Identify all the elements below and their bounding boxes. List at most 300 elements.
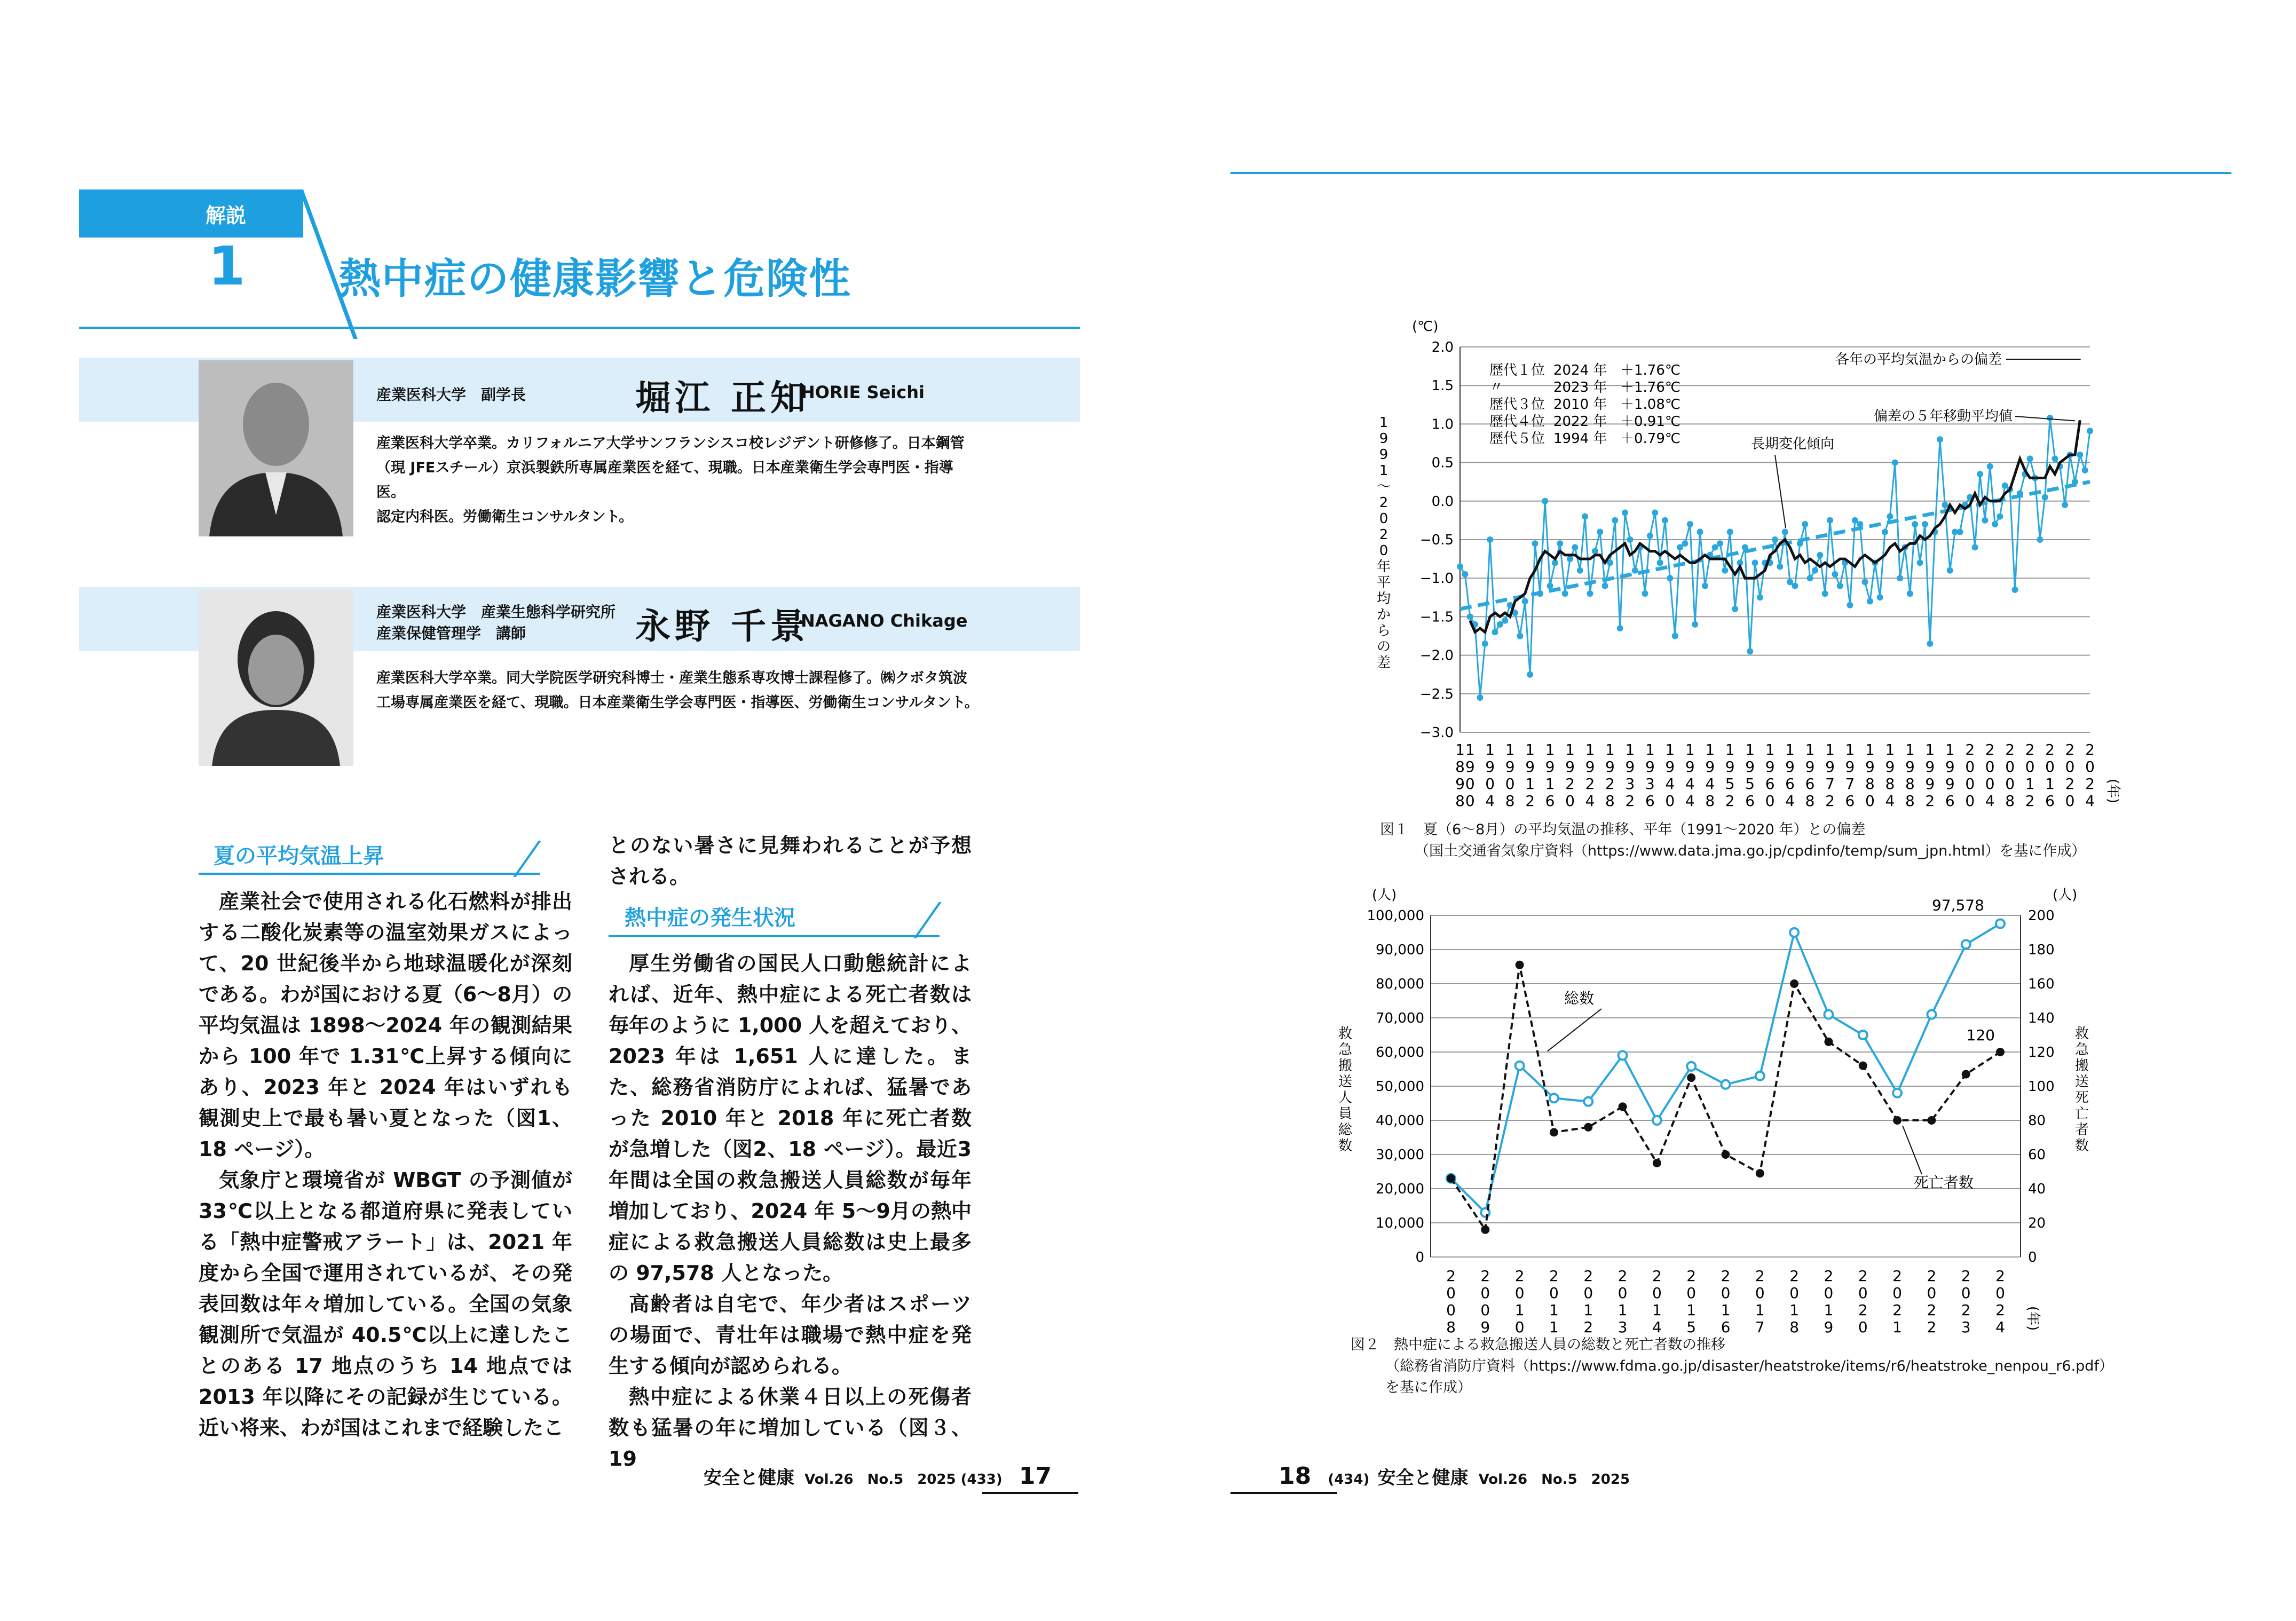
fig2-ytick-left: 100,000 bbox=[1367, 908, 1424, 924]
fig1-annual-point bbox=[2072, 479, 2078, 485]
header-tag-band bbox=[79, 189, 303, 238]
fig2-xtick-digit: 1 bbox=[1824, 1301, 1834, 1319]
fig2-xtick-digit: 2 bbox=[1858, 1267, 1868, 1285]
fig1-xtick-digit: 8 bbox=[1505, 792, 1515, 810]
fig1-annual-point bbox=[1532, 540, 1538, 547]
fig1-annual-point bbox=[1812, 567, 1818, 574]
fig1-xtick-digit: 1 bbox=[1465, 741, 1475, 758]
fig2-xtick-digit: 0 bbox=[1583, 1284, 1593, 1302]
fig1-annual-point bbox=[1917, 559, 1923, 566]
fig1-annual-point bbox=[1937, 436, 1943, 442]
fig2-total-series-label: 総数 bbox=[1564, 990, 1595, 1007]
fig1-annual-point bbox=[1477, 694, 1483, 701]
fig1-xtick-digit: 8 bbox=[1865, 775, 1875, 793]
section1-paragraph-2b: とのない暑さに見舞われることが予想される。 bbox=[609, 834, 972, 888]
section2-rule bbox=[609, 935, 940, 937]
fig1-annot-trend: 長期変化傾向 bbox=[1751, 436, 1835, 452]
fig1-annual-point bbox=[2047, 415, 2053, 421]
fig1-xtick-digit: 9 bbox=[1455, 775, 1465, 793]
fig1-rank-label: 〃 bbox=[1489, 379, 1504, 396]
fig1-annual-point bbox=[1867, 598, 1873, 605]
fig1-ylabel-char: 2 bbox=[1379, 527, 1388, 543]
fig1-xtick-digit: 0 bbox=[2065, 792, 2075, 810]
fig2-xtick-digit: 0 bbox=[1961, 1284, 1971, 1302]
fig1-ylabel-char: ～ bbox=[1376, 479, 1391, 495]
fig2-ytick-right: 180 bbox=[2028, 942, 2055, 958]
fig1-annual-point bbox=[1857, 521, 1863, 527]
fig2-total-point bbox=[1962, 940, 1970, 948]
fig2-xtick-digit: 1 bbox=[1549, 1301, 1559, 1319]
fig2-ytick-left: 30,000 bbox=[1376, 1147, 1424, 1163]
fig1-annual-point bbox=[1542, 498, 1548, 504]
fig1-ytick: −2.5 bbox=[1419, 686, 1454, 702]
fig1-xtick-digit: 0 bbox=[1965, 758, 1975, 776]
fig2-ylabel-left-char: 数 bbox=[1338, 1138, 1353, 1154]
fig2-xtick-digit: 4 bbox=[1652, 1318, 1662, 1336]
fig2-xtick-digit: 7 bbox=[1755, 1318, 1765, 1336]
fig1-annual-point bbox=[2062, 502, 2068, 508]
fig1-xtick-digit: 8 bbox=[1455, 758, 1465, 776]
fig1-xtick-digit: 1 bbox=[1765, 741, 1775, 758]
fig1-ylabel-char: 2 bbox=[1379, 495, 1388, 511]
fig2-xtick-digit: 2 bbox=[1961, 1301, 1971, 1319]
fig1-annual-point bbox=[1732, 606, 1738, 612]
fig1-xtick-digit: 2 bbox=[1605, 775, 1615, 793]
fig1-annual-point bbox=[1622, 509, 1628, 516]
fig1-xtick-digit: 0 bbox=[1465, 775, 1475, 793]
fig2-ytick-left: 40,000 bbox=[1376, 1113, 1424, 1129]
fig2-death-point bbox=[1619, 1102, 1627, 1111]
fig2-xtick-digit: 0 bbox=[1892, 1284, 1902, 1302]
fig1-annual-point bbox=[1647, 533, 1653, 539]
fig1-annual-point bbox=[1582, 513, 1588, 520]
fig2-total-point bbox=[1824, 1010, 1833, 1019]
author2-roman: NAGANO Chikage bbox=[801, 611, 968, 631]
fig1-annual-point bbox=[1567, 556, 1573, 562]
author2-bio: 産業医科大学卒業。同大学院医学研究科博士・産業生態系専攻博士課程修了。㈱クボタ筑波 工場専属産業医を経て、現職。日本産業衛生学会専門医・指導医、労働衛生コンサルタント。 bbox=[376, 670, 979, 711]
fig1-annual-point bbox=[1987, 463, 1993, 470]
fig2-left-unit: (人) bbox=[1372, 887, 1397, 903]
author1-name: 堀江 正知 bbox=[635, 377, 810, 418]
fig1-annual-point bbox=[2042, 494, 2048, 501]
fig2-xtick-digit: 1 bbox=[1652, 1301, 1662, 1319]
fig2-ylabel-left-char: 員 bbox=[1338, 1106, 1353, 1122]
fig1-xtick-digit: 1 bbox=[1625, 741, 1635, 758]
fig2-xtick-digit: 0 bbox=[1824, 1284, 1834, 1302]
fig2-ylabel-right-char: 急 bbox=[2074, 1042, 2089, 1058]
fig1-annual-point bbox=[1877, 594, 1883, 600]
fig1-xtick-digit: 6 bbox=[1765, 775, 1775, 793]
fig1-xtick-digit: 9 bbox=[1525, 758, 1535, 776]
fig2-ytick-left: 60,000 bbox=[1376, 1045, 1424, 1061]
fig2-xtick-digit: 0 bbox=[1927, 1284, 1937, 1302]
fig1-xtick-digit: 1 bbox=[1925, 741, 1935, 758]
fig1-annual-point bbox=[1882, 529, 1888, 535]
author1-bio: 産業医科大学卒業。カリフォルニア大学サンフランシスコ校レジデント研修修了。日本鋼管 （現 JFEスチール）京浜製鉄所専属産業医を経て、現職。日本産業衛生学会専門医・指導医。 認定内科医。労働衛生コンサルタント。 bbox=[376, 435, 965, 525]
fig1-xtick-digit: 3 bbox=[1625, 775, 1635, 793]
section2-heading: 熱中症の発生状況 bbox=[625, 906, 795, 930]
fig2-death-point bbox=[1722, 1150, 1730, 1159]
fig1-annual-point bbox=[1687, 521, 1693, 527]
fig1-annual-point bbox=[1692, 621, 1698, 628]
fig2-xtick-digit: 0 bbox=[1549, 1284, 1559, 1302]
fig1-xtick-digit: 2 bbox=[1525, 792, 1535, 810]
fig1-annual-point bbox=[2017, 490, 2023, 496]
fig2-xtick-digit: 1 bbox=[1618, 1301, 1628, 1319]
fig2-ylabel-right-char: 数 bbox=[2074, 1138, 2089, 1154]
fig2-death-point bbox=[1653, 1159, 1661, 1167]
fig1-rank-value: ＋1.08℃ bbox=[1620, 397, 1681, 413]
fig2-xtick-digit: 2 bbox=[1961, 1267, 1971, 1285]
fig1-xtick-digit: 2 bbox=[2085, 741, 2095, 758]
fig1-ylabel-char: 均 bbox=[1376, 591, 1391, 607]
fig1-annual-point bbox=[1727, 529, 1733, 535]
fig1-annual-point bbox=[1792, 583, 1798, 589]
section2-paragraph-3: 熱中症による休業４日以上の死傷者数も猛暑の年に増加している（図３、19 bbox=[609, 1385, 972, 1470]
fig1-annual-point bbox=[1632, 567, 1638, 574]
fig1-xtick-digit: 4 bbox=[1585, 792, 1595, 810]
fig2-total-point bbox=[1790, 928, 1798, 937]
fig2-ytick-right: 140 bbox=[2028, 1010, 2055, 1026]
fig2-death-point bbox=[1824, 1038, 1833, 1046]
fig1-annual-point bbox=[1627, 536, 1633, 543]
fig1-xtick-digit: 1 bbox=[2025, 775, 2035, 793]
footer-left bbox=[704, 1462, 1052, 1490]
fig1-xtick-digit: 9 bbox=[1685, 758, 1695, 776]
fig2-xtick-digit: 2 bbox=[1549, 1267, 1559, 1285]
figure2-caption: 熱中症による救急搬送人員の総数と死亡者数の推移 bbox=[1394, 1337, 1725, 1353]
fig1-xtick-digit: 2 bbox=[2065, 741, 2075, 758]
fig1-xtick-digit: 9 bbox=[1905, 758, 1915, 776]
figure2-caption-block bbox=[1351, 1334, 2113, 1398]
fig1-xtick-digit: 1 bbox=[1455, 741, 1465, 758]
header-tag: 解説 bbox=[206, 204, 247, 227]
fig1-xtick-digit: 0 bbox=[1665, 792, 1675, 810]
fig1-annual-point bbox=[1587, 590, 1593, 597]
fig2-ytick-right: 0 bbox=[2028, 1250, 2037, 1266]
fig1-xtick-digit: 8 bbox=[1805, 792, 1815, 810]
figure1-caption-block bbox=[1380, 819, 2086, 862]
fig1-xtick-digit: 8 bbox=[2005, 792, 2015, 810]
header-rule bbox=[79, 327, 1080, 329]
column-2 bbox=[609, 830, 972, 892]
author1-portrait-icon bbox=[199, 360, 353, 536]
fig1-xtick-digit: 0 bbox=[1505, 775, 1515, 793]
fig2-total-point bbox=[1619, 1051, 1627, 1059]
fig1-xtick-digit: 4 bbox=[1685, 775, 1695, 793]
fig1-annual-point bbox=[1657, 559, 1663, 566]
fig1-ylabel-char: 差 bbox=[1376, 655, 1391, 671]
fig1-annual-point bbox=[2052, 455, 2058, 462]
fig1-ylabel-char: 0 bbox=[1379, 511, 1388, 527]
fig1-xtick-digit: 6 bbox=[1845, 792, 1855, 810]
fig2-total-label-arrow bbox=[1548, 1009, 1601, 1051]
fig2-total-point bbox=[1893, 1089, 1902, 1097]
fig2-xtick-digit: 2 bbox=[1995, 1267, 2005, 1285]
fig1-xtick-digit: 0 bbox=[2005, 758, 2015, 776]
fig1-ytick: 1.5 bbox=[1431, 378, 1454, 394]
fig1-xunit: (年) bbox=[2105, 778, 2121, 804]
fig1-xtick-digit: 9 bbox=[1765, 758, 1775, 776]
fig1-xtick-digit: 4 bbox=[1785, 792, 1795, 810]
fig1-annot-annual: 各年の平均気温からの偏差 bbox=[1835, 352, 2002, 368]
footer-left-issue: Vol.26 No.5 2025 (433) bbox=[804, 1472, 1003, 1488]
fig1-annual-point bbox=[1862, 579, 1868, 585]
fig1-annual-point bbox=[1602, 583, 1608, 589]
section1-paragraph-1: 産業社会で使用される化石燃料が排出する二酸化炭素等の温室効果ガスによって、20 世紀後半から地球温暖化が深刻である。わが国における夏（6～8月）の平均気温は 1898～2024 年の観測結果から 100 年で 1.31℃上昇する傾向にあり、2023 年と 2024 年はいずれも観測史上で最も暑い夏となった（図1、18 ページ）。 bbox=[199, 890, 572, 1161]
section1-paragraph-2a: 気象庁と環境省が WBGT の予測値が 33℃以上となる都道府県に発表している「熱中症警戒アラート」は、2021 年度から全国で運用されているが、その発表回数は年々増加している。全国の気象観測所で気温が 40.5℃以上に達したことのある 17 地点のうち 14 地点では 2013 年以降にその記録が生じている。近い将来、わが国はこれまで経験したこ bbox=[199, 1168, 572, 1440]
fig1-annual-point bbox=[1597, 529, 1603, 535]
fig2-total-point bbox=[1687, 1062, 1695, 1071]
fig1-annual-point bbox=[1957, 529, 1963, 535]
section2-paragraph-1: 厚生労働省の国民人口動態統計によれば、近年、熱中症による死亡者数は毎年のように 1,000 人を超えており、2023 年は 1,651 人に達した。また、総務省消防庁によれば、猛暑であった 2010 年と 2018 年に死亡者数が急増した（図2、18 ページ）。最近3年間は全国の救急搬送人員総数が毎年増加しており、2024 年 5～9月の熱中症による救急搬送人員総数は史上最多の 97,578 人となった。 bbox=[609, 952, 972, 1285]
fig1-xtick-digit: 6 bbox=[1805, 775, 1815, 793]
footer-left-journal: 安全と健康 bbox=[704, 1467, 794, 1489]
fig1-rank-year: 1994 年 bbox=[1553, 431, 1607, 447]
fig2-xtick-digit: 0 bbox=[1789, 1284, 1800, 1302]
article-title: 熱中症の健康影響と危険性 bbox=[339, 255, 852, 303]
fig1-xtick-digit: 1 bbox=[1685, 741, 1695, 758]
fig2-ylabel-right-char: 送 bbox=[2074, 1074, 2089, 1090]
fig2-xtick-digit: 6 bbox=[1721, 1318, 1731, 1336]
fig1-annual-point bbox=[1462, 571, 1468, 578]
fig1-xtick-digit: 0 bbox=[1965, 775, 1975, 793]
fig1-xtick-digit: 4 bbox=[1685, 792, 1695, 810]
fig1-annual-point bbox=[1487, 536, 1493, 543]
figure2-chart bbox=[1329, 875, 2141, 1345]
fig1-xtick-digit: 1 bbox=[1585, 741, 1595, 758]
fig2-xtick-digit: 0 bbox=[1446, 1301, 1456, 1319]
fig1-ytick: 1.0 bbox=[1431, 416, 1454, 433]
fig1-annual-point bbox=[1642, 590, 1648, 597]
fig1-xtick-digit: 0 bbox=[1565, 792, 1575, 810]
fig1-xtick-digit: 2 bbox=[2025, 792, 2035, 810]
author2-affiliation2: 産業保健管理学 講師 bbox=[376, 624, 526, 642]
fig1-annual-point bbox=[1807, 575, 1813, 581]
fig1-annual-point bbox=[1777, 564, 1783, 570]
fig1-xtick-digit: 1 bbox=[1825, 741, 1835, 758]
fig1-xtick-digit: 9 bbox=[1665, 758, 1675, 776]
fig1-xtick-digit: 1 bbox=[1485, 741, 1495, 758]
fig1-annual-point bbox=[1817, 552, 1823, 558]
section1-rule bbox=[199, 873, 540, 875]
fig2-xtick-digit: 8 bbox=[1789, 1318, 1800, 1336]
fig1-xtick-digit: 4 bbox=[1665, 775, 1675, 793]
fig1-xtick-digit: 2 bbox=[2085, 775, 2095, 793]
fig2-xtick-digit: 0 bbox=[1858, 1318, 1868, 1336]
fig1-annual-point bbox=[1837, 583, 1843, 589]
fig1-ylabel-char: 0 bbox=[1379, 543, 1388, 559]
fig1-annual-point bbox=[1662, 517, 1668, 524]
fig1-xtick-digit: 2 bbox=[1625, 792, 1635, 810]
fig1-annual-point bbox=[1457, 564, 1463, 570]
fig1-annual-point bbox=[1672, 633, 1678, 639]
fig2-ylabel-left-char: 人 bbox=[1338, 1090, 1353, 1106]
fig1-xtick-digit: 1 bbox=[1745, 741, 1755, 758]
fig2-xtick-digit: 2 bbox=[1927, 1301, 1937, 1319]
fig1-xtick-digit: 5 bbox=[1725, 775, 1735, 793]
fig1-xtick-digit: 9 bbox=[1925, 775, 1935, 793]
fig1-ylabel-char: の bbox=[1376, 639, 1391, 655]
fig1-annual-point bbox=[1977, 471, 1983, 477]
fig1-xtick-digit: 8 bbox=[1885, 775, 1895, 793]
fig2-ytick-right: 200 bbox=[2028, 908, 2055, 924]
fig2-total-point bbox=[1927, 1010, 1936, 1019]
figure2-source: （総務省消防庁資料（https://www.fdma.go.jp/disaster/heatstroke/items/r6/heatstroke_nenpou_r6.pdf） bbox=[1385, 1358, 2113, 1374]
figure1-chart bbox=[1335, 315, 2146, 859]
fig1-xtick-digit: 7 bbox=[1845, 775, 1855, 793]
fig1-annual-point bbox=[1982, 517, 1988, 524]
fig1-annual-point bbox=[1577, 567, 1583, 574]
fig2-total-point bbox=[1859, 1031, 1867, 1039]
fig1-xtick-digit: 9 bbox=[1505, 758, 1515, 776]
footer-right bbox=[1279, 1462, 1630, 1490]
fig2-xunit: (年) bbox=[2025, 1306, 2041, 1331]
fig2-ylabel-right-char: 者 bbox=[2074, 1122, 2089, 1138]
fig1-annual-point bbox=[2087, 428, 2093, 434]
fig2-xtick-digit: 1 bbox=[1583, 1301, 1593, 1319]
fig1-xtick-digit: 2 bbox=[1825, 792, 1835, 810]
fig1-annual-point bbox=[1742, 544, 1748, 550]
fig1-rank-value: ＋1.76℃ bbox=[1620, 362, 1681, 378]
author2-affiliation1: 産業医科大学 産業生態科学研究所 bbox=[376, 603, 616, 621]
fig1-annual-point bbox=[1947, 567, 1953, 574]
fig1-ylabel-char: ら bbox=[1376, 623, 1391, 639]
fig1-annual-point bbox=[1942, 502, 1948, 508]
fig1-xtick-digit: 9 bbox=[1925, 758, 1935, 776]
fig1-xtick-digit: 7 bbox=[1825, 775, 1835, 793]
fig1-xtick-digit: 9 bbox=[1865, 758, 1875, 776]
fig2-ytick-left: 90,000 bbox=[1376, 942, 1424, 958]
fig2-xtick-digit: 0 bbox=[1858, 1284, 1868, 1302]
fig2-ytick-left: 10,000 bbox=[1376, 1215, 1424, 1231]
fig1-annual-point bbox=[1887, 513, 1893, 520]
fig2-ylabel-left-char: 搬 bbox=[1338, 1058, 1353, 1074]
fig2-ylabel-right-char: 救 bbox=[2074, 1026, 2089, 1042]
fig1-ytick: −1.5 bbox=[1419, 609, 1454, 626]
fig2-xtick-digit: 2 bbox=[1514, 1267, 1525, 1285]
fig1-annual-point bbox=[1482, 641, 1488, 647]
fig1-annual-point bbox=[1897, 575, 1903, 581]
footer-left-page: 17 bbox=[1019, 1462, 1052, 1490]
fig2-xtick-digit: 0 bbox=[1755, 1284, 1765, 1302]
fig2-ylabel-right-char: 亡 bbox=[2074, 1106, 2089, 1122]
fig1-rank-label: 歴代３位 bbox=[1489, 397, 1545, 413]
fig1-rank-value: ＋0.91℃ bbox=[1620, 414, 1681, 430]
fig2-xtick-digit: 2 bbox=[1858, 1301, 1868, 1319]
fig1-ylabel-char: 平 bbox=[1376, 575, 1391, 591]
fig2-xtick-digit: 0 bbox=[1514, 1318, 1525, 1336]
fig2-xtick-digit: 2 bbox=[1927, 1267, 1937, 1285]
fig2-death-point bbox=[1481, 1225, 1489, 1234]
fig1-xtick-digit: 1 bbox=[1565, 741, 1575, 758]
footer-right-issue-pre: (434) bbox=[1328, 1472, 1370, 1488]
fig2-xtick-digit: 2 bbox=[1480, 1267, 1490, 1285]
fig1-annual-point bbox=[1892, 460, 1898, 466]
fig1-xtick-digit: 2 bbox=[1585, 775, 1595, 793]
fig2-total-point bbox=[1722, 1080, 1730, 1089]
fig2-xtick-digit: 1 bbox=[1789, 1301, 1800, 1319]
fig2-xtick-digit: 0 bbox=[1480, 1301, 1490, 1319]
fig2-death-label-arrow bbox=[1903, 1126, 1922, 1174]
section1-heading: 夏の平均気温上昇 bbox=[214, 844, 384, 868]
fig1-annual-point bbox=[1802, 521, 1808, 527]
fig2-ylabel-right-char: 死 bbox=[2074, 1090, 2089, 1106]
fig2-xtick-digit: 2 bbox=[1995, 1301, 2005, 1319]
fig2-death-point bbox=[1927, 1116, 1936, 1125]
fig1-annot-moving-arrow bbox=[2015, 416, 2075, 421]
fig2-xtick-digit: 5 bbox=[1686, 1318, 1697, 1336]
fig1-xtick-digit: 9 bbox=[1945, 758, 1955, 776]
fig1-xtick-digit: 9 bbox=[1605, 758, 1615, 776]
fig2-total-point bbox=[1996, 920, 2005, 928]
fig2-xtick-digit: 2 bbox=[1789, 1267, 1800, 1285]
fig1-xtick-digit: 0 bbox=[1985, 775, 1995, 793]
fig1-annual-point bbox=[1782, 529, 1788, 535]
column-1 bbox=[199, 886, 572, 1443]
fig1-annual-point bbox=[1922, 521, 1928, 527]
fig2-death-point bbox=[1550, 1128, 1558, 1136]
fig2-total-end-label: 97,578 bbox=[1932, 896, 1984, 914]
fig2-death-point bbox=[1687, 1073, 1695, 1082]
fig2-death-point bbox=[1859, 1062, 1867, 1070]
fig2-xtick-digit: 9 bbox=[1824, 1318, 1834, 1336]
fig2-ytick-right: 60 bbox=[2028, 1147, 2046, 1163]
fig1-ytick: −1.0 bbox=[1419, 571, 1454, 587]
fig1-xtick-digit: 9 bbox=[1465, 758, 1475, 776]
fig1-xtick-digit: 1 bbox=[1845, 741, 1855, 758]
fig2-xtick-digit: 1 bbox=[1721, 1301, 1731, 1319]
fig1-ytick: −2.0 bbox=[1419, 647, 1454, 664]
fig2-death-point bbox=[1756, 1169, 1764, 1177]
fig1-annual-point bbox=[1572, 544, 1578, 550]
fig2-xtick-digit: 0 bbox=[1618, 1284, 1628, 1302]
fig1-xtick-digit: 1 bbox=[1945, 741, 1955, 758]
fig1-annual-point bbox=[1702, 583, 1708, 589]
fig1-xtick-digit: 8 bbox=[1905, 775, 1915, 793]
fig1-xtick-digit: 1 bbox=[1885, 741, 1895, 758]
fig2-ytick-right: 120 bbox=[2028, 1045, 2055, 1061]
author1-photo bbox=[199, 360, 353, 536]
fig1-annual-point bbox=[2012, 587, 2018, 593]
fig1-ytick: −0.5 bbox=[1419, 532, 1454, 548]
fig2-xtick-digit: 2 bbox=[1583, 1318, 1593, 1336]
fig2-ytick-right: 80 bbox=[2028, 1113, 2046, 1129]
fig1-xtick-digit: 9 bbox=[1625, 758, 1635, 776]
fig1-xtick-digit: 2 bbox=[2025, 741, 2035, 758]
fig2-xtick-digit: 1 bbox=[1549, 1318, 1559, 1336]
fig2-xtick-digit: 1 bbox=[1686, 1301, 1697, 1319]
fig1-xtick-digit: 9 bbox=[1545, 758, 1555, 776]
section2-slash bbox=[913, 902, 942, 938]
fig1-xtick-digit: 9 bbox=[1825, 758, 1835, 776]
fig2-ylabel-right-char: 搬 bbox=[2074, 1058, 2089, 1074]
fig1-annual-point bbox=[1927, 641, 1933, 647]
fig1-annot-moving: 偏差の５年移動平均値 bbox=[1873, 408, 2013, 424]
fig1-rank-year: 2024 年 bbox=[1553, 362, 1607, 378]
fig1-ylabel-char: か bbox=[1376, 607, 1391, 623]
fig1-xtick-digit: 9 bbox=[1745, 758, 1755, 776]
fig2-ylabel-left-char: 送 bbox=[1338, 1074, 1353, 1090]
fig1-annual-point bbox=[1557, 540, 1563, 547]
fig2-xtick-digit: 1 bbox=[1892, 1318, 1902, 1336]
fig1-annual-point bbox=[1747, 648, 1753, 654]
fig2-xtick-digit: 0 bbox=[1721, 1284, 1731, 1302]
fig1-xtick-digit: 3 bbox=[1645, 775, 1655, 793]
fig1-rank-value: ＋1.76℃ bbox=[1620, 379, 1681, 396]
fig1-ylabel-char: 1 bbox=[1379, 415, 1388, 431]
fig2-xtick-digit: 2 bbox=[1686, 1267, 1697, 1285]
